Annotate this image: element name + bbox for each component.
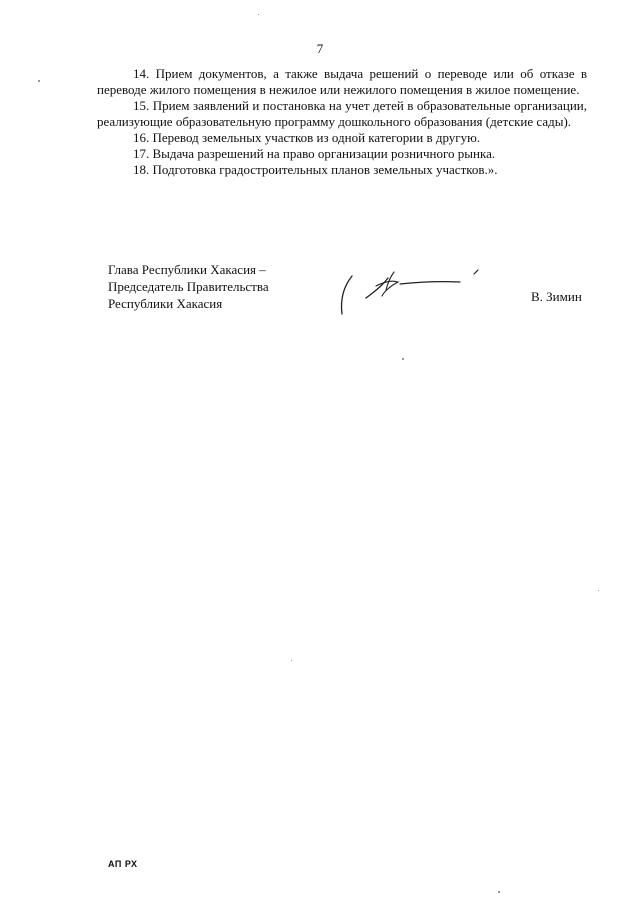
page-number: 7 (316, 41, 324, 56)
signatory-title (108, 261, 298, 312)
footer-mark: АП РХ (108, 859, 138, 869)
list-item: 14. Прием документов, а также выдача решений о переводе или об отказе в переводе жилого помещения в нежилое или нежилого помещения в жилое помещение. (97, 66, 587, 97)
scan-speck (498, 891, 500, 893)
signatory-title-line: Глава Республики Хакасия – (108, 262, 266, 277)
document-body (97, 66, 587, 178)
scan-speck (598, 590, 599, 591)
scan-speck (402, 358, 404, 360)
signatory-title-line: Республики Хакасия (108, 296, 223, 311)
list-item: 17. Выдача разрешений на право организации розничного рынка. (133, 146, 496, 161)
list-item: 18. Подготовка градостроительных планов земельных участков.». (133, 162, 498, 177)
list-item: 16. Перевод земельных участков из одной категории в другую. (133, 130, 481, 145)
scan-speck (291, 660, 292, 661)
list-item: 15. Прием заявлений и постановка на учет детей в образовательные организации, реализующие образовательную программу дошкольного образования (детские сады). (97, 98, 587, 129)
signer-name: В. Зимин (531, 289, 582, 304)
scan-speck (258, 14, 259, 15)
scan-speck (38, 80, 40, 82)
signatory-title-line: Председатель Правительства (108, 279, 269, 294)
handwritten-signature (338, 268, 488, 320)
